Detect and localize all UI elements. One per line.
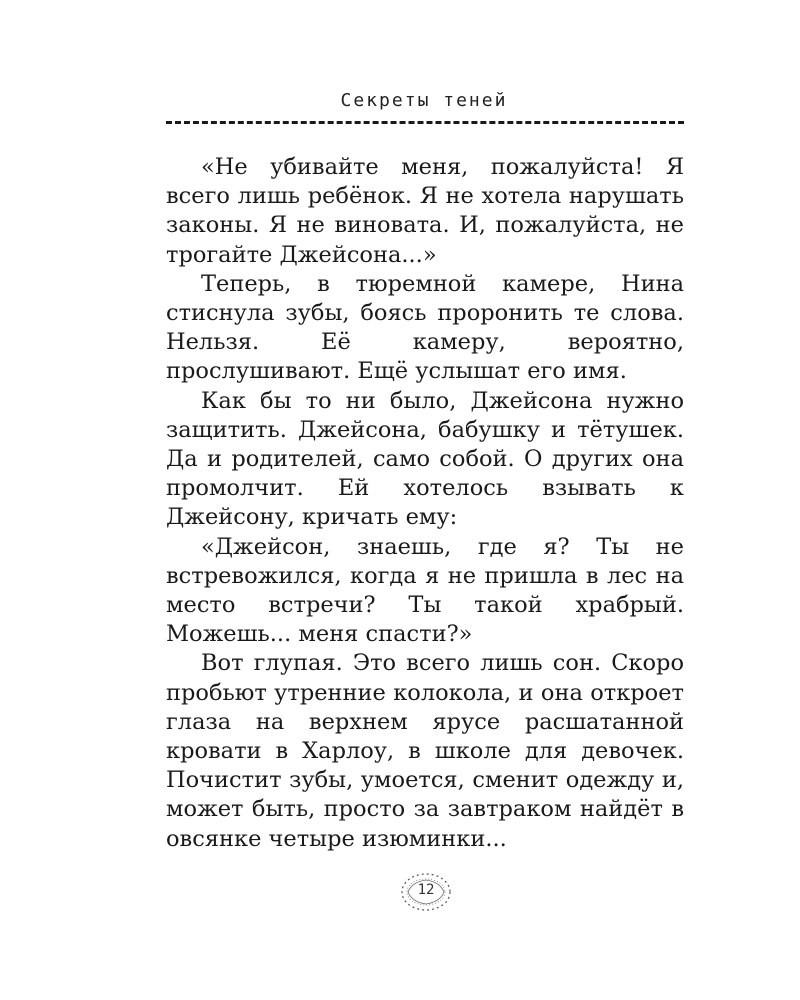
body-text: [166, 153, 684, 854]
header-rule: [166, 121, 684, 124]
paragraph: Теперь, в тюремной камере, Нина стиснула зубы, боясь проронить те слова. Нельзя. Её камеру, вероятно, прослушивают. Ещё услышат его имя.: [166, 270, 684, 385]
paragraph: Как бы то ни было, Джейсона нужно защитить. Джейсона, бабушку и тётушек. Да и родителей, само собой. О других она промолчит. Ей хотелось взывать к Джейсону, кричать ему:: [166, 387, 684, 531]
running-head: Секреты теней: [340, 90, 508, 111]
paragraph: «Джейсон, знаешь, где я? Ты не встревожился, когда я не пришла в лес на место встречи? Ты такой храбрый. Можешь... меня спасти?»: [166, 533, 684, 648]
paragraph: Вот глупая. Это всего лишь сон. Скоро пробьют утренние колокола, и она откроет глаза на верхнем ярусе расшатанной кровати в Харлоу, в школе для девочек. Почистит зубы, умоется, сменит одежду и, может быть, просто за завтраком найдёт в овсянке четыре изюминки...: [166, 650, 684, 852]
page-number-ornament: [398, 868, 454, 916]
paragraph: «Не убивайте меня, пожалуйста! Я всего лишь ребёнок. Я не хотела нарушать законы. Я не виновата. И, пожалуйста, не трогайте Джейсона...»: [166, 154, 684, 268]
page-number: 12: [417, 882, 435, 898]
